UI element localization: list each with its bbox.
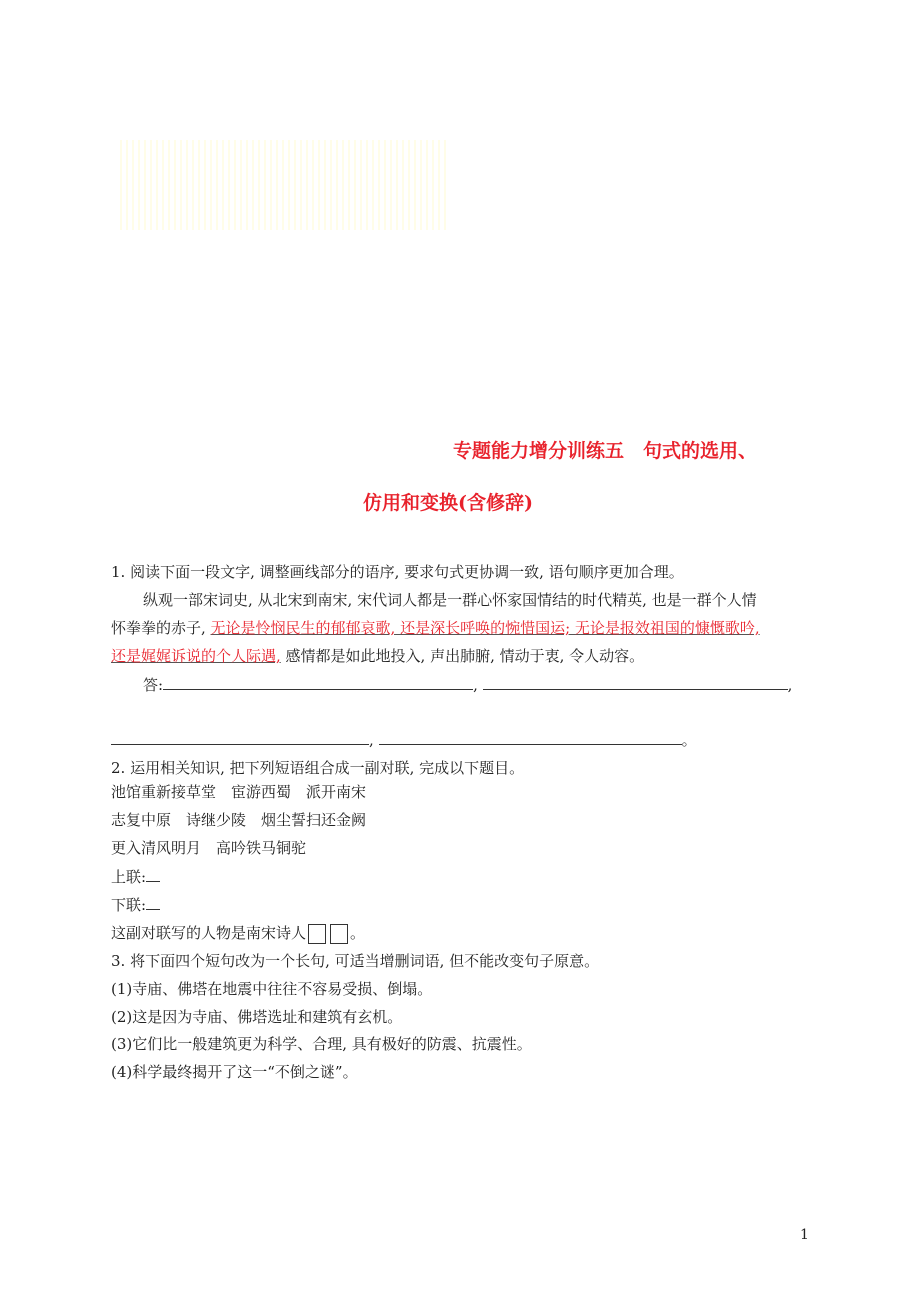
q2-lower bbox=[111, 895, 160, 915]
q2-phrases-1: 池馆重新接草堂 宦游西蜀 派开南宋 bbox=[111, 783, 367, 801]
title-line-1: 专题能力增分训练五 句式的选用、 bbox=[453, 440, 758, 462]
answer-label: 答: bbox=[143, 676, 164, 694]
q1-answer-line-2 bbox=[111, 730, 697, 750]
answer-blank[interactable] bbox=[146, 895, 160, 910]
label: 上联: bbox=[111, 868, 147, 886]
q1-answer-line-1 bbox=[143, 675, 792, 695]
answer-box[interactable] bbox=[330, 924, 348, 944]
underlined-text: 无论是怜悯民生的郁郁哀歌, 还是深长呼唤的惋惜国运; 无论是报效祖国的慷慨歌吟, bbox=[210, 619, 760, 637]
q3-item-4: (4)科学最终揭开了这一“不倒之谜”。 bbox=[111, 1063, 358, 1081]
text: 这副对联写的人物是南宋诗人 bbox=[111, 924, 307, 942]
answer-box[interactable] bbox=[308, 924, 326, 944]
answer-blank[interactable] bbox=[146, 867, 160, 882]
text: , bbox=[787, 676, 793, 694]
text: 感情都是如此地投入, 声出肺腑, 情动于衷, 令人动容。 bbox=[280, 647, 645, 665]
answer-blank[interactable] bbox=[163, 675, 473, 690]
q2-phrases-2: 志复中原 诗继少陵 烟尘誓扫还金阙 bbox=[111, 811, 367, 829]
answer-blank[interactable] bbox=[379, 730, 682, 745]
q3-prompt: 3. 将下面四个短句改为一个长句, 可适当增删词语, 但不能改变句子原意。 bbox=[111, 952, 600, 970]
answer-blank[interactable] bbox=[111, 730, 369, 745]
q1-prompt: 1. 阅读下面一段文字, 调整画线部分的语序, 要求句式更协调一致, 语句顺序更加合理。 bbox=[111, 563, 684, 581]
q2-poet bbox=[111, 923, 365, 944]
q3-item-3: (3)它们比一般建筑更为科学、合理, 具有极好的防震、抗震性。 bbox=[111, 1035, 532, 1053]
q2-upper bbox=[111, 867, 160, 887]
text: 。 bbox=[681, 731, 697, 749]
q1-paragraph-line-1: 纵观一部宋词史, 从北宋到南宋, 宋代词人都是一群心怀家国情结的时代精英, 也是一群个人情 bbox=[143, 591, 757, 609]
text: , bbox=[473, 676, 478, 694]
underlined-text: 还是娓娓诉说的个人际遇, bbox=[111, 647, 281, 665]
text: 。 bbox=[350, 924, 366, 942]
q1-paragraph-line-3 bbox=[111, 646, 644, 666]
q1-paragraph-line-2 bbox=[111, 618, 760, 638]
text: 怀拳拳的赤子, bbox=[111, 619, 211, 637]
q2-phrases-3: 更入清风明月 高吟铁马铜驼 bbox=[111, 839, 307, 857]
q2-prompt: 2. 运用相关知识, 把下列短语组合成一副对联, 完成以下题目。 bbox=[111, 759, 525, 777]
answer-blank[interactable] bbox=[483, 675, 788, 690]
label: 下联: bbox=[111, 896, 147, 914]
q3-item-2: (2)这是因为寺庙、佛塔选址和建筑有玄机。 bbox=[111, 1008, 403, 1026]
text: , bbox=[369, 731, 374, 749]
title-line-2: 仿用和变换(含修辞) bbox=[363, 492, 533, 514]
page-number: 1 bbox=[800, 1227, 809, 1243]
watermark bbox=[120, 140, 450, 230]
q3-item-1: (1)寺庙、佛塔在地震中往往不容易受损、倒塌。 bbox=[111, 980, 433, 998]
